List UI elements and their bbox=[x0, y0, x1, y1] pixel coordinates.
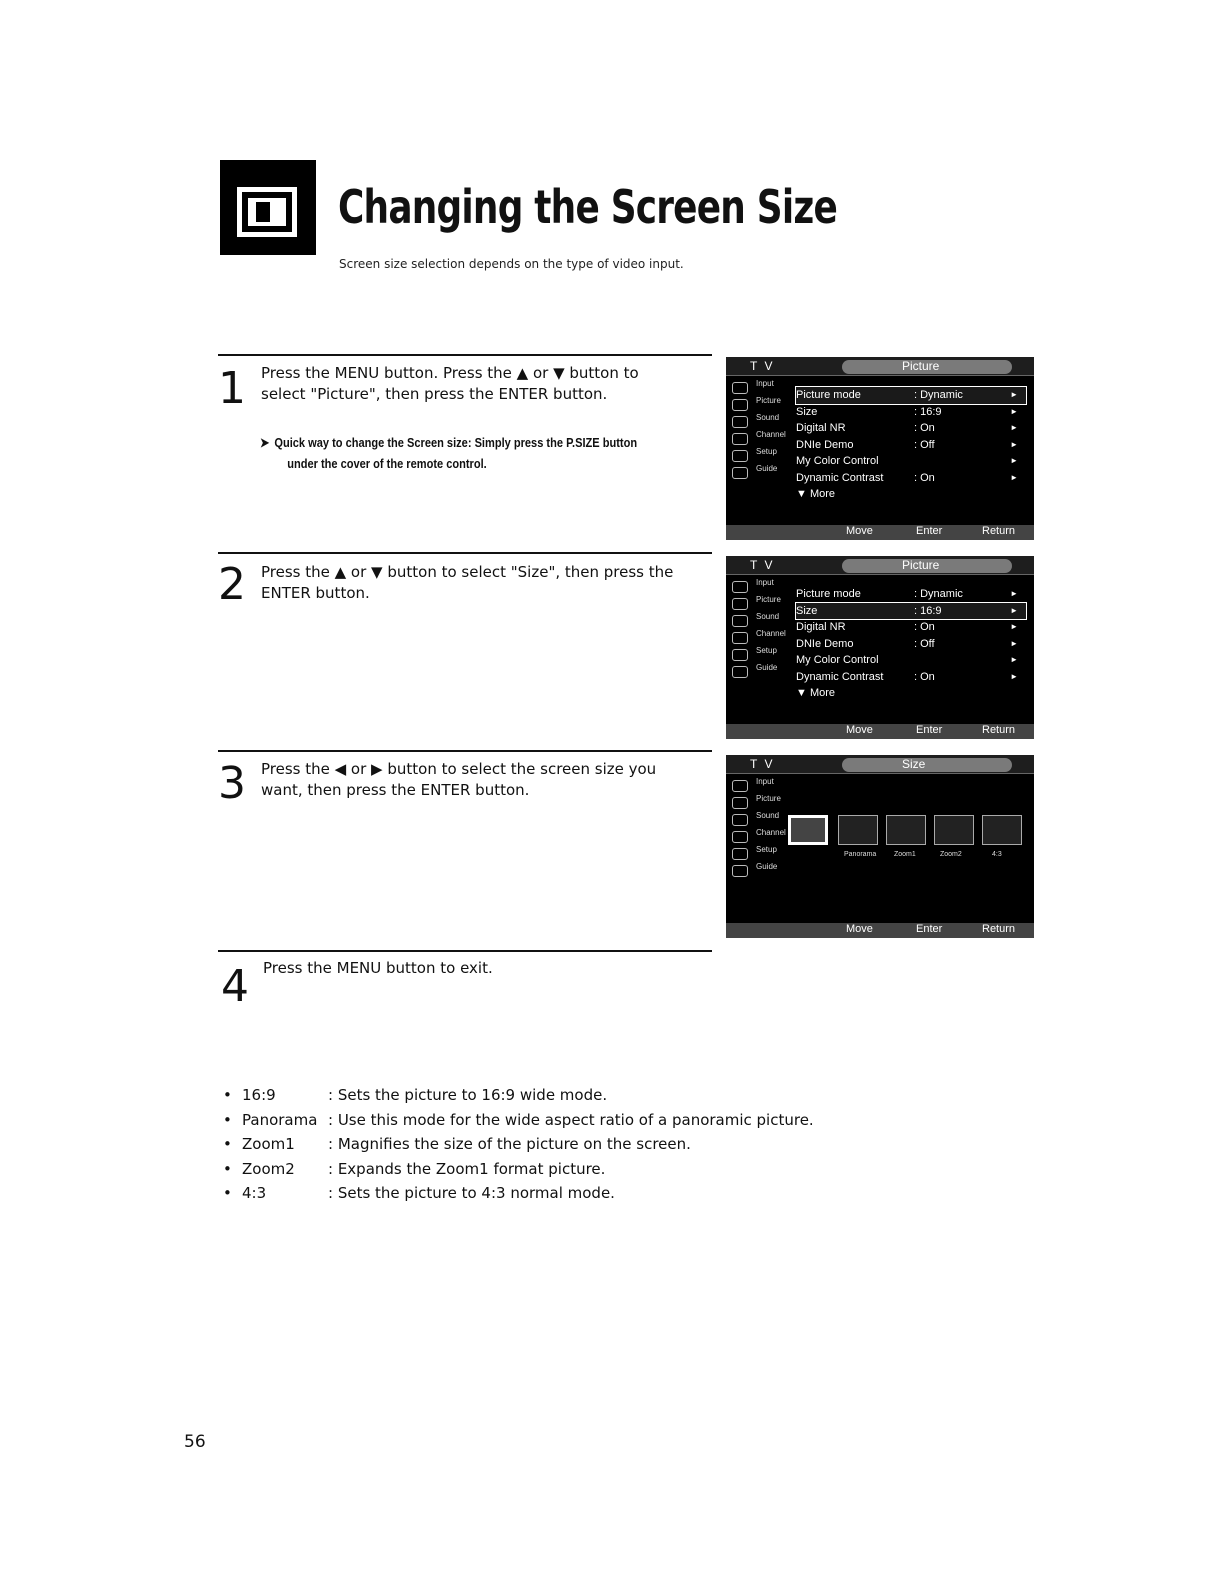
channel-icon: Channel bbox=[726, 828, 794, 845]
step-line: Press the ◀ or ▶ button to select the screen size you bbox=[261, 760, 657, 778]
sound-icon: Sound bbox=[726, 612, 794, 629]
note-line: Quick way to change the Screen size: Simply press the P.SIZE button bbox=[274, 435, 638, 450]
step-number: 1 bbox=[218, 363, 246, 414]
menu-tab-label: Picture bbox=[902, 359, 940, 373]
osd-side-menu bbox=[726, 379, 794, 481]
osd-size-menu-screenshot bbox=[726, 755, 1034, 938]
osd-row: Dynamic Contrast : On ► bbox=[796, 670, 1018, 683]
guide-icon: Guide bbox=[726, 862, 794, 879]
osd-bottom-bar: Move Enter Return bbox=[726, 525, 1034, 540]
page-subtitle: Screen size selection depends on the type of video input. bbox=[339, 257, 684, 271]
osd-row: Picture mode : Dynamic ► bbox=[796, 387, 1026, 404]
note-line: under the cover of the remote control. bbox=[287, 456, 487, 471]
picture-icon: Picture bbox=[726, 396, 794, 413]
setup-icon: Setup bbox=[726, 646, 794, 663]
step-divider bbox=[218, 950, 712, 952]
osd-row: Picture mode : Dynamic ► bbox=[796, 588, 1018, 600]
guide-icon: Guide bbox=[726, 464, 794, 481]
step-text bbox=[263, 958, 493, 979]
osd-side-menu bbox=[726, 777, 794, 879]
menu-tab-label: Picture bbox=[902, 558, 940, 572]
step-text bbox=[261, 562, 673, 604]
step-number: 3 bbox=[218, 758, 246, 809]
step-divider bbox=[218, 750, 712, 752]
step-line: Press the MENU button. Press the ▲ or ▼ button to bbox=[261, 364, 639, 382]
menu-tab-label: Size bbox=[902, 757, 926, 771]
osd-row: ▼ More bbox=[796, 687, 836, 699]
osd-row: My Color Control ► bbox=[796, 455, 1018, 467]
step-number: 2 bbox=[218, 559, 246, 610]
size-option-zoom1-icon bbox=[886, 815, 926, 845]
page-number: 56 bbox=[184, 1432, 206, 1452]
osd-picture-menu-size-screenshot bbox=[726, 556, 1034, 739]
tv-label: T V bbox=[750, 359, 775, 373]
osd-row: ▼ More bbox=[796, 488, 836, 500]
size-options bbox=[788, 815, 1024, 875]
size-option-label: Panorama bbox=[844, 851, 877, 858]
step-line: want, then press the ENTER button. bbox=[261, 781, 530, 799]
step-line: Press the ▲ or ▼ button to select "Size", then press the bbox=[261, 563, 674, 581]
picture-icon: Picture bbox=[726, 595, 794, 612]
tv-label: T V bbox=[750, 558, 775, 572]
osd-row: Digital NR : On ► bbox=[796, 621, 1018, 633]
tv-label: T V bbox=[750, 757, 775, 771]
step-divider bbox=[218, 354, 712, 356]
osd-bottom-bar: Move Enter Return bbox=[726, 923, 1034, 938]
step-text bbox=[261, 363, 639, 405]
osd-row: My Color Control ► bbox=[796, 654, 1018, 666]
osd-row: DNIe Demo : Off ► bbox=[796, 438, 1018, 451]
step-line: Press the MENU button to exit. bbox=[263, 959, 493, 977]
osd-side-menu bbox=[726, 578, 794, 680]
quick-tip-note bbox=[260, 432, 637, 474]
step-divider bbox=[218, 552, 712, 554]
channel-icon: Channel bbox=[726, 430, 794, 447]
picture-icon: Picture bbox=[726, 794, 794, 811]
step-line: ENTER button. bbox=[261, 584, 370, 602]
osd-picture-menu-screenshot bbox=[726, 357, 1034, 540]
osd-row: Digital NR : On ► bbox=[796, 422, 1018, 434]
osd-bottom-bar: Move Enter Return bbox=[726, 724, 1034, 739]
size-option-panorama-icon bbox=[838, 815, 878, 845]
size-option-label: 4:3 bbox=[992, 851, 1002, 858]
sound-icon: Sound bbox=[726, 413, 794, 430]
size-option-label: Zoom2 bbox=[940, 851, 962, 858]
channel-icon: Channel bbox=[726, 629, 794, 646]
size-option-16-9-icon bbox=[788, 815, 828, 845]
page-title: Changing the Screen Size bbox=[338, 180, 838, 234]
guide-icon: Guide bbox=[726, 663, 794, 680]
input-icon: Input bbox=[726, 379, 794, 396]
osd-row: Dynamic Contrast : On ► bbox=[796, 471, 1018, 484]
size-option-label: Zoom1 bbox=[894, 851, 916, 858]
size-option-zoom2-icon bbox=[934, 815, 974, 845]
input-icon: Input bbox=[726, 777, 794, 794]
osd-row: Size : 16:9 ► bbox=[796, 603, 1026, 620]
arrow-icon: ➤ bbox=[260, 435, 270, 450]
size-option-4-3-icon bbox=[982, 815, 1022, 845]
step-line: select "Picture", then press the ENTER button. bbox=[261, 385, 608, 403]
step-text bbox=[261, 759, 656, 801]
sound-icon: Sound bbox=[726, 811, 794, 828]
input-icon: Input bbox=[726, 578, 794, 595]
osd-row: DNIe Demo : Off ► bbox=[796, 637, 1018, 650]
step-number: 4 bbox=[221, 961, 249, 1012]
setup-icon: Setup bbox=[726, 447, 794, 464]
tv-section-icon bbox=[220, 160, 316, 255]
setup-icon: Setup bbox=[726, 845, 794, 862]
osd-row: Size : 16:9 ► bbox=[796, 405, 1018, 418]
